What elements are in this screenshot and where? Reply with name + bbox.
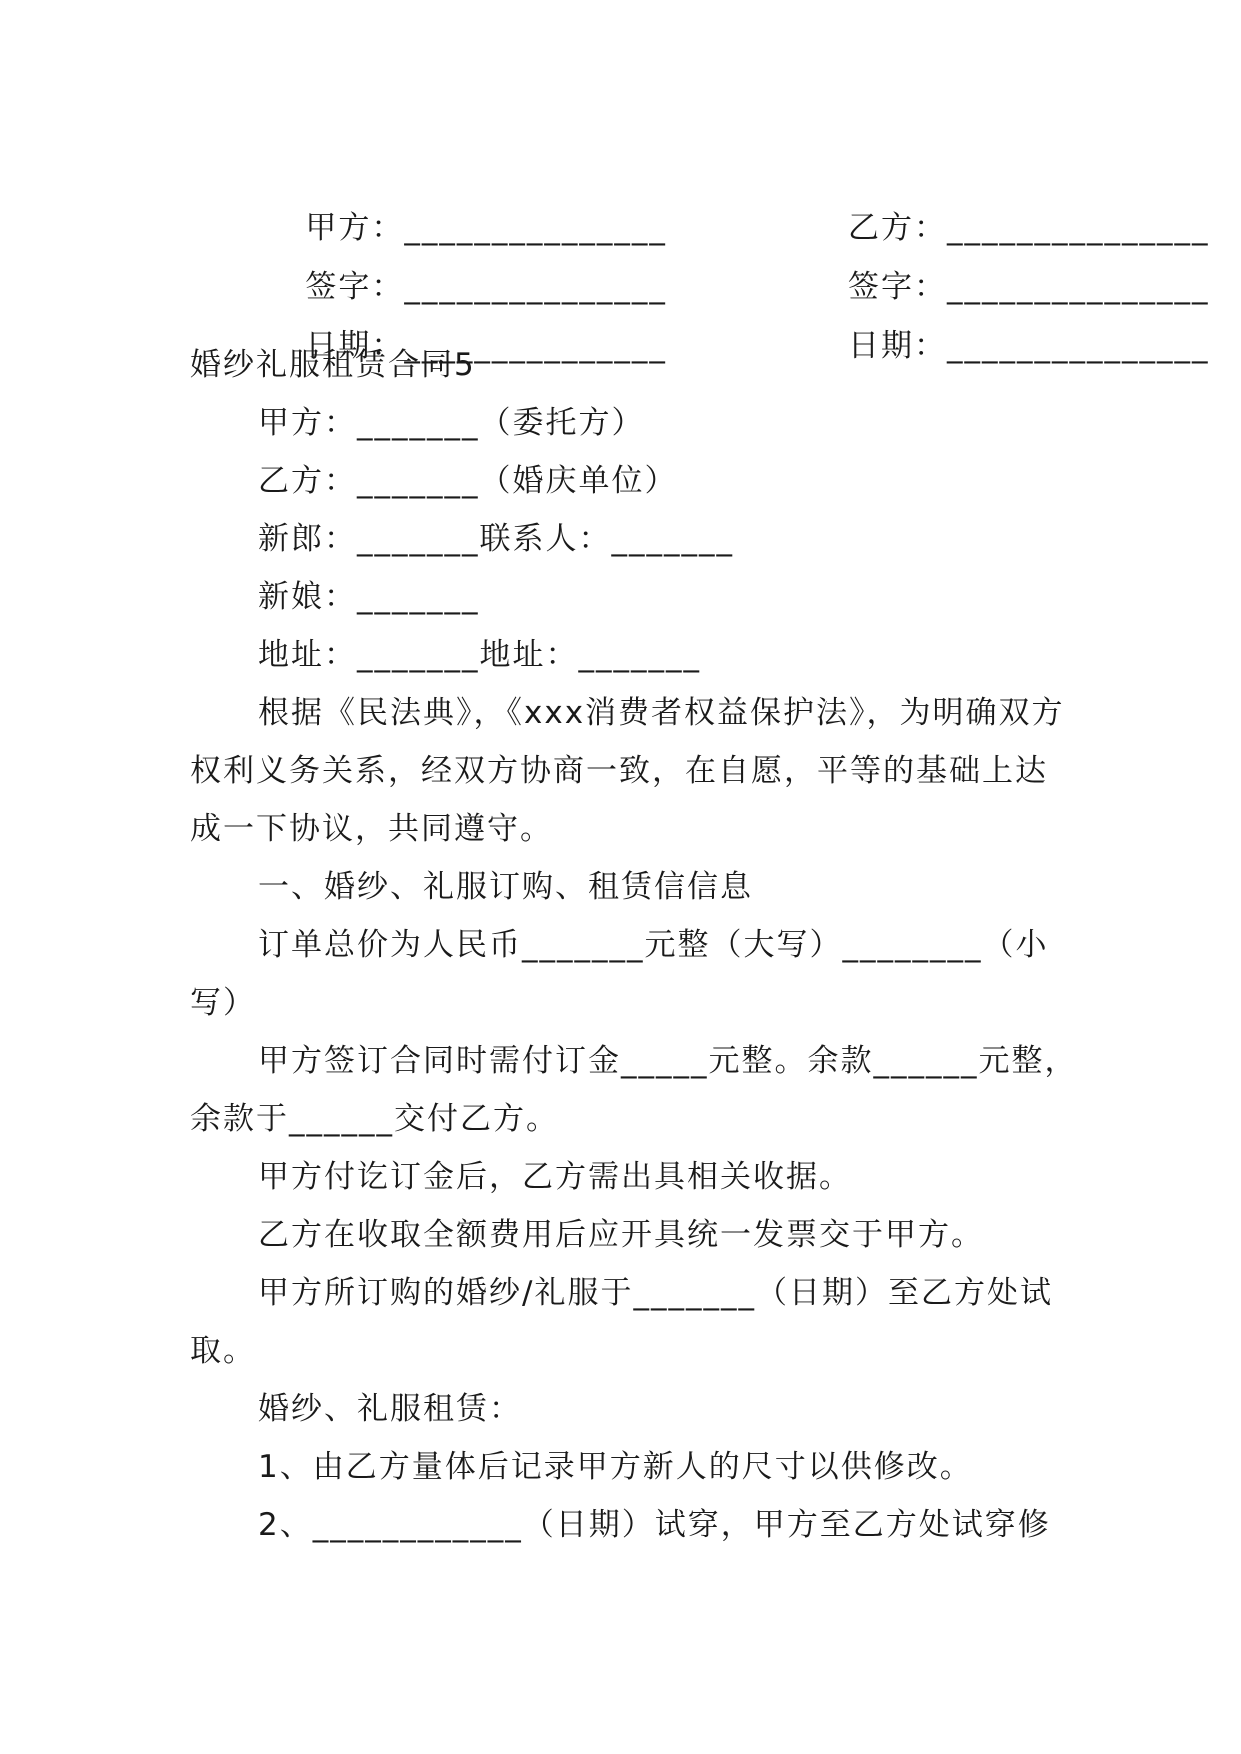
party-a-line: 甲方：_______（委托方） bbox=[258, 405, 645, 441]
party-b-signature-field: 乙方：_______________ bbox=[848, 210, 1210, 246]
preamble-line-2: 权利义务关系，经双方协商一致，在自愿，平等的基础上达 bbox=[190, 753, 1048, 789]
invoice-line: 乙方在收取全额费用后应开具统一发票交于甲方。 bbox=[258, 1217, 984, 1253]
party-b-sign-field: 签字：_______________ bbox=[848, 269, 1210, 305]
list-item-1: 1、由乙方量体后记录甲方新人的尺寸以供修改。 bbox=[258, 1449, 973, 1485]
order-total-line-1: 订单总价为人民币_______元整（大写）________（小 bbox=[258, 927, 1049, 963]
list-item-2: 2、____________（日期）试穿，甲方至乙方处试穿修 bbox=[258, 1507, 1051, 1543]
fitting-line-1: 甲方所订购的婚纱/礼服于_______（日期）至乙方处试 bbox=[258, 1275, 1053, 1311]
receipt-line: 甲方付讫订金后，乙方需出具相关收据。 bbox=[258, 1159, 852, 1195]
fitting-line-2: 取。 bbox=[190, 1333, 256, 1369]
section-heading-2: 婚纱、礼服租赁： bbox=[258, 1391, 522, 1427]
deposit-line-1: 甲方签订合同时需付订金_____元整。余款______元整， bbox=[258, 1043, 1078, 1079]
contract-title: 婚纱礼服租赁合同5 bbox=[190, 347, 476, 383]
deposit-line-2: 余款于______交付乙方。 bbox=[190, 1101, 559, 1137]
order-total-line-2: 写） bbox=[190, 985, 256, 1021]
party-a-signature-field: 甲方：_______________ bbox=[305, 210, 667, 246]
party-a-sign-field: 签字：_______________ bbox=[305, 269, 667, 305]
preamble-line-3: 成一下协议，共同遵守。 bbox=[190, 811, 553, 847]
party-a-date-field: 日期：_______________ bbox=[305, 328, 667, 364]
address-line: 地址：_______地址：_______ bbox=[258, 637, 701, 673]
preamble-line-1: 根据《民法典》，《xxx消费者权益保护法》，为明确双方 bbox=[258, 695, 1065, 731]
party-b-date-field: 日期：_______________ bbox=[848, 328, 1210, 364]
section-heading-1: 一、婚纱、礼服订购、租赁信信息 bbox=[258, 869, 753, 905]
groom-line: 新郎：_______联系人：_______ bbox=[258, 521, 734, 557]
bride-line: 新娘：_______ bbox=[258, 579, 480, 615]
party-b-line: 乙方：_______（婚庆单位） bbox=[258, 463, 678, 499]
